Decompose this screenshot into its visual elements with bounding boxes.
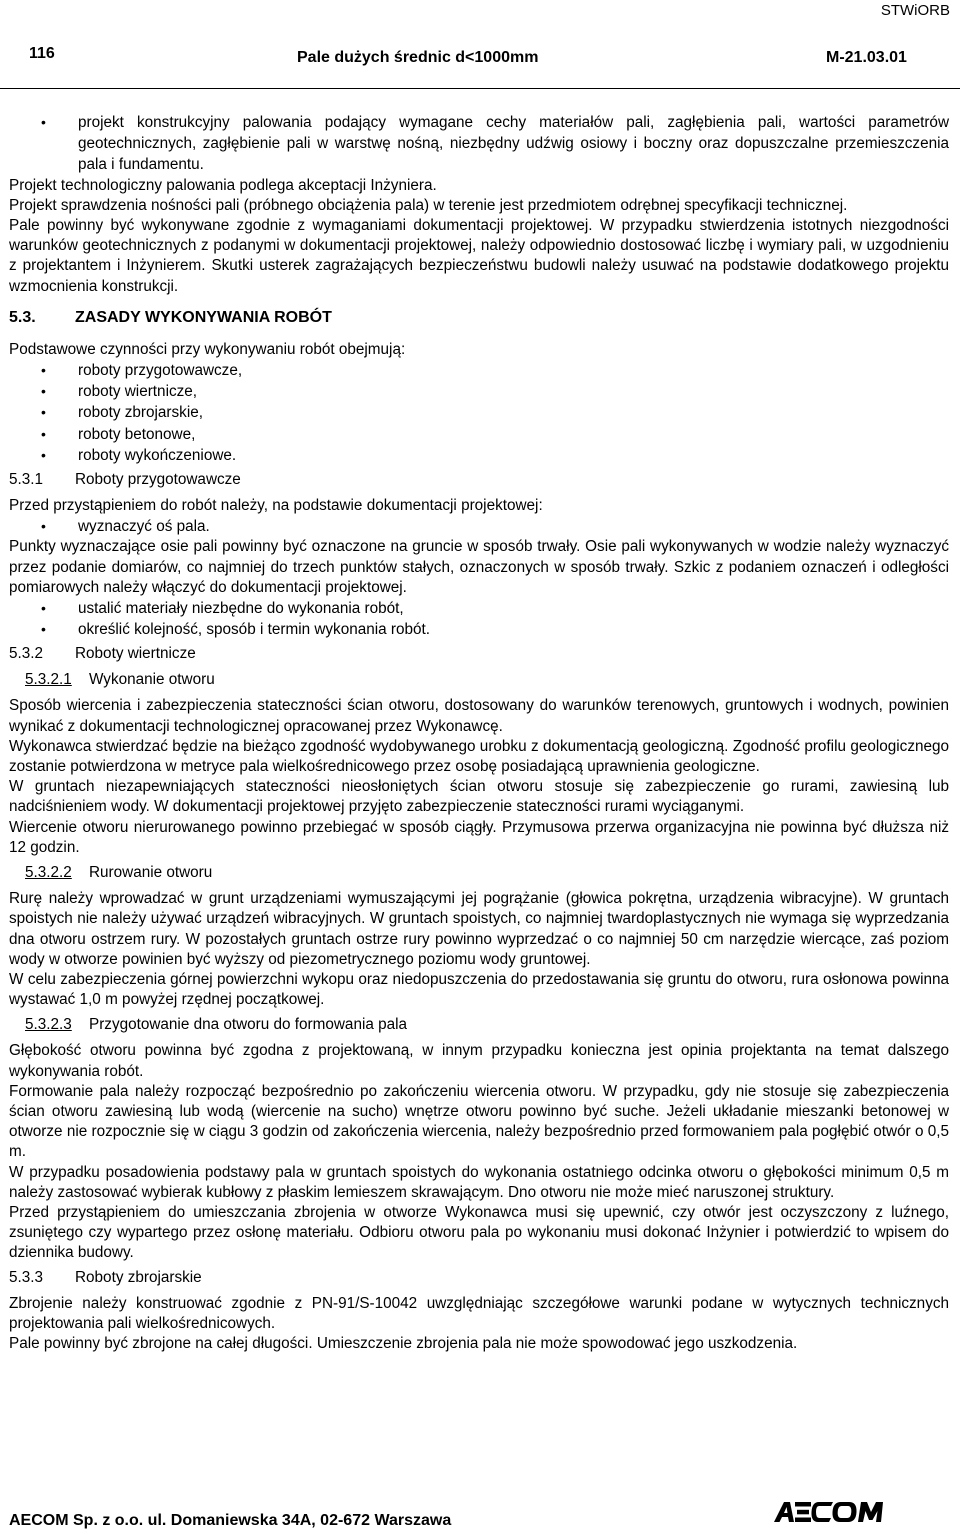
subsubsection-title: Rurowanie otworu (89, 864, 213, 882)
paragraph: Przed przystąpieniem do robót należy, na podstawie dokumentacji projektowej: (9, 497, 543, 515)
prep-list-b (9, 598, 949, 640)
subsubsection-title: Przygotowanie dna otworu do formowania pala (89, 1016, 408, 1034)
paragraph: Wykonawca stwierdzać będzie na bieżąco zgodność wydobywanego urobku z dokumentacją geologiczną. Zgodność profilu geologicznego zostanie potwierdzona w metryce pala wielkośrednicowego przez osobę posiadającą uprawnienia geologiczne. (9, 737, 949, 776)
subsection-title: Roboty przygotowawcze (75, 471, 241, 489)
list-item: • określić kolejność, sposób i termin wykonania robót. (9, 619, 949, 640)
subsection-title: Roboty zbrojarskie (75, 1268, 202, 1286)
prep-list-a (9, 516, 949, 537)
paragraph: Rurę należy wprowadzać w grunt urządzeniami wymuszającymi jej pogrążanie (głowica pokrętna, urządzenia wibracyjne). W gruntach spoistych nie należy używać urządzeń wibracyjnych. W gruntach spoistych, co najmniej twardoplastycznych nie wymaga się wyprzedzania dna otworu ostrzem rury. W pozostałych gruntach ostrze rury powinno wyprzedzać o co najmniej 50 cm narzędzie wiercące, zaś poziom wody w otworze powinien być wyższy od piezometrycznego poziomu wody gruntowej. (9, 890, 949, 968)
list-item: • roboty wiertnicze, (9, 381, 949, 402)
paragraph: W celu zabezpieczenia górnej powierzchni wykopu oraz niedopuszczenia do przedostawania się gruntu do otworu, rura osłonowa powinna wystawać 1,0 m powyżej rzędnej początkowej. (9, 970, 949, 1009)
aecom-logo-icon (773, 1500, 885, 1524)
footer-address: AECOM Sp. z o.o. ul. Domaniewska 34A, 02-672 Warszawa (9, 1512, 452, 1529)
paragraph: Głębokość otworu powinna być zgodna z projektowaną, w innym przypadku konieczna jest opinia projektanta na temat dalszego wykonywania robót. (9, 1042, 949, 1080)
paragraph: Podstawowe czynności przy wykonywaniu robót obejmują: (9, 340, 406, 358)
paragraph: W gruntach niezapewniających stateczności nieosłoniętych ścian otworu stosuje się zabezpieczenie go rurami, zawiesiną lub nadciśnieniem wody. W dokumentacji projektowej przyjęto zabezpieczenie stateczności rurami wyciąganymi. (9, 778, 949, 816)
subsection-heading (9, 470, 949, 490)
list-item: • projekt konstrukcyjny palowania podający wymagane cechy materiałów pali, zagłębienia pali, wartości parametrów geotechnicznych, zagłębienie pali w warstwę nośną, niezbędny udźwig osiowy i boczny oraz dopuszczalne przemieszczenia pala i fundamentu. (9, 112, 949, 176)
works-list (9, 360, 949, 466)
subsubsection-heading (25, 1015, 949, 1035)
list-item: • ustalić materiały niezbędne do wykonania robót, (9, 598, 949, 619)
header-rule (0, 88, 960, 89)
paragraph: Pale powinny być wykonywane zgodnie z wymaganiami dokumentacji projektowej. W przypadku stwierdzenia istotnych niezgodności warunków geotechnicznych z podanymi w dokumentacji projektowej, należy odpowiednio dostosować liczbę i wymiary pali, w uzgodnieniu z projektantem i Inżynierem. Skutki usterek zagrażających bezpieczeństwu budowli należy usuwać na podstawie dodatkowego projektu wzmocnienia konstrukcji. (9, 217, 949, 295)
list-item: • roboty betonowe, (9, 424, 949, 445)
subsubsection-number: 5.3.2.2 (25, 864, 72, 882)
header-org: STWiORB (880, 2, 950, 19)
subsection-heading (9, 644, 949, 664)
paragraph: Sposób wiercenia i zabezpieczenia stateczności ścian otworu, dostosowany do warunków terenowych, gruntowych i wodnych, powinien wynikać z dokumentacji technologicznej opracowanej przez Wykonawcę. (9, 697, 949, 735)
header-title: Pale dużych średnic d<1000mm (297, 49, 539, 66)
document-body (9, 112, 949, 1354)
paragraph: Punkty wyznaczające osie pali powinny być oznaczone na gruncie w sposób trwały. Osie pali wykonywanych w wodzie należy wyznaczyć przez podanie domiarów, co najmniej do trzech punktów stałych, oznaczonych w sposób trwały. Szkic z podaniem oznaczeń i odległości pomiarowych należy włączyć do dokumentacji projektowej. (9, 538, 949, 596)
page-number: 116 (29, 45, 55, 62)
section-heading (9, 308, 949, 328)
paragraph: Pale powinny być zbrojone na całej długości. Umieszczenie zbrojenia pala nie może spowodować jego uszkodzenia. (9, 1334, 798, 1352)
section-title: ZASADY WYKONYWANIA ROBÓT (75, 308, 332, 326)
paragraph: W przypadku posadowienia podstawy pala w gruntach spoistych do wykonania ostatniego odcinka otworu o głębokości minimum 0,5 m należy zastosować wybierak kubłowy z płaskim lemieszem skrawającym. Dno otworu nie może mieć naruszonej struktury. (9, 1163, 949, 1201)
header-code: M-21.03.01 (826, 49, 907, 66)
intro-bullet-list (9, 112, 949, 176)
subsubsection-heading (25, 670, 949, 690)
subsubsection-number: 5.3.2.3 (25, 1016, 72, 1034)
paragraph: Zbrojenie należy konstruować zgodnie z PN-91/S-10042 uwzględniając szczegółowe warunki podane w wytycznych technicznych projektowania pali wielkośrednicowych. (9, 1294, 949, 1332)
list-item: • roboty zbrojarskie, (9, 402, 949, 423)
paragraph: Projekt sprawdzenia nośności pali (próbnego obciążenia pala) w terenie jest przedmiotem odrębnej specyfikacji technicznej. (9, 196, 848, 214)
subsection-title: Roboty wiertnicze (75, 645, 196, 663)
subsubsection-heading (25, 863, 949, 883)
subsection-heading (9, 1268, 949, 1288)
subsection-number: 5.3.1 (9, 471, 44, 489)
list-item: • roboty przygotowawcze, (9, 360, 949, 381)
paragraph: Projekt technologiczny palowania podlega akceptacji Inżyniera. (9, 176, 437, 194)
section-number: 5.3. (9, 308, 36, 326)
list-item: • wyznaczyć oś pala. (9, 516, 949, 537)
subsection-number: 5.3.3 (9, 1268, 44, 1286)
paragraph: Wiercenie otworu nierurowanego powinno przebiegać w sposób ciągły. Przymusowa przerwa organizacyjna nie powinna być dłuższa niż 12 godzin. (9, 818, 949, 856)
subsubsection-title: Wykonanie otworu (89, 671, 215, 689)
paragraph: Przed przystąpieniem do umieszczania zbrojenia w otworze Wykonawca musi się upewnić, czy otwór jest oczyszczony z luźnego, zsuniętego czy wypartego przez osłonę materiału. Odbioru otworu pala po wykonaniu musi dokonać Inżynier i potwierdzić to wpisem do dziennika budowy. (9, 1203, 949, 1262)
subsubsection-number: 5.3.2.1 (25, 671, 72, 689)
list-item: • roboty wykończeniowe. (9, 445, 949, 466)
subsection-number: 5.3.2 (9, 645, 44, 663)
paragraph: Formowanie pala należy rozpocząć bezpośrednio po zakończeniu wiercenia otworu. W przypadku, gdy nie stosuje się zabezpieczenia ścian otworu zawiesiną lub wodą (wiercenie na sucho) wnętrze otworu powinno być suche. Jeżeli układanie mieszanki betonowej w otworze nie rozpocznie się w ciągu 3 godzin od zakończenia wiercenia, należy bezpośrednio przed formowaniem pala pogłębić otwór o 0,5 m. (9, 1082, 949, 1161)
